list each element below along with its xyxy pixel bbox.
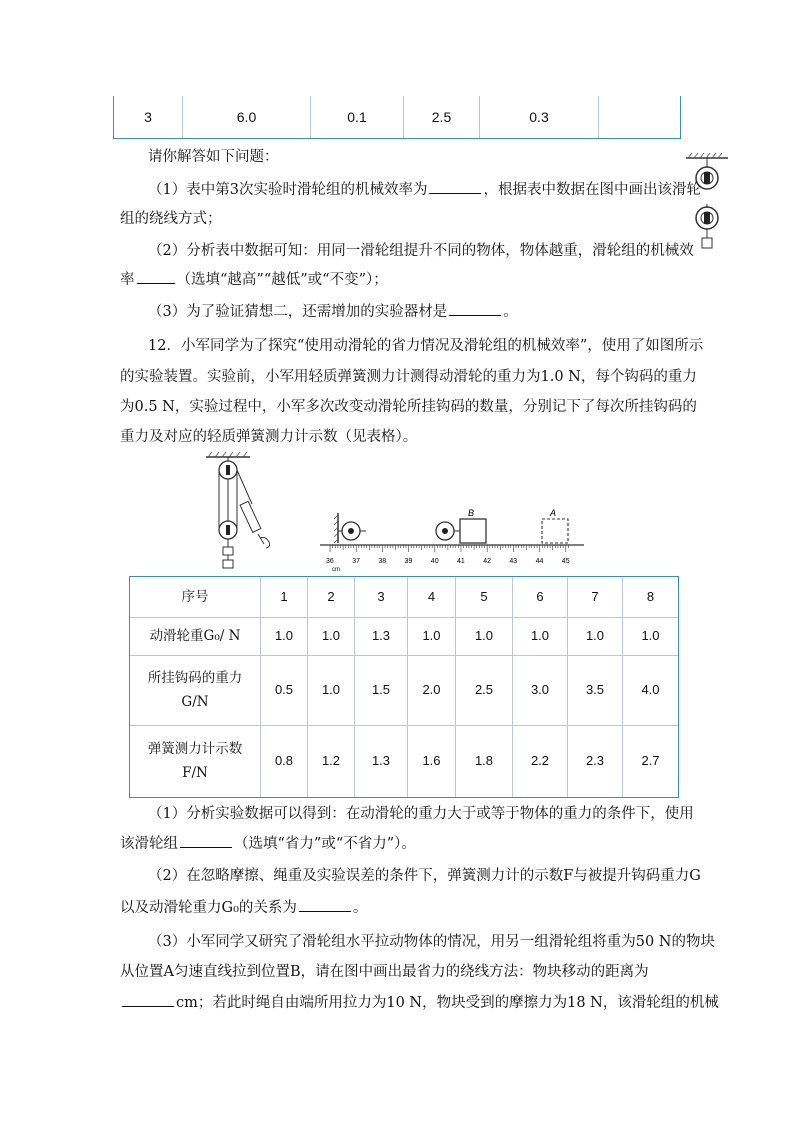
question-1-line [148,179,708,201]
header-cell: 3 [355,577,408,617]
table-cell: 1.0 [308,655,355,725]
text: 。 [352,900,368,916]
answer-blank[interactable] [299,899,351,912]
table-cell: 1.0 [308,617,355,655]
text: 。 [503,304,518,320]
table-header-row [130,577,678,618]
q12-line-2: 的实验装置。实验前，小军用轻质弹簧测力计测得动滑轮的重力为1.0 N，每个钩码的重力 [120,369,697,385]
block-b-label: B [468,508,475,518]
horizontal-pulley-ruler-figure [318,505,588,575]
table-cell: 2.2 [513,725,568,797]
answer-3-cont: 从位置A匀速直线拉到位置B，请在图中画出最省力的绕线方法：物块移动的距离为 [120,964,649,980]
answer-2-cont [120,897,680,919]
table-cell: 0.5 [261,655,308,725]
table-cell: 1.0 [261,617,308,655]
answer-3-cont2 [120,992,719,1014]
text: 率 [120,272,135,288]
table-cell: 1.0 [568,617,623,655]
table-cell: 3 [114,96,183,138]
answer-blank[interactable] [449,303,501,316]
q12-line-3: 为0.5 N，实验过程中，小军多次改变动滑轮所挂钩码的数量，分别记下了每次所挂钩码的 [120,399,697,415]
header-cell: 4 [408,577,456,617]
ruler-label: 43 [509,558,518,565]
header-cell: 5 [456,577,513,617]
header-cell: 1 [261,577,308,617]
table-cell: 6.0 [183,96,311,138]
previous-data-table [113,96,681,139]
ruler-label: 38 [378,558,387,565]
answer-2-line: （2）在忽略摩擦、绳重及实验误差的条件下，弹簧测力计的示数F与被提升钩码重力G [148,868,701,884]
table-cell: 0.1 [311,96,404,138]
text: （选填“省力”或“不省力”）。 [234,836,416,852]
table-cell: 0.3 [480,96,599,138]
table-cell: 2.7 [641,753,660,768]
ruler-label: 40 [430,558,439,565]
experiment-data-table [129,576,679,798]
row-label: 弹簧测力计示数F/N [130,725,261,797]
table-cell: 1.2 [308,725,355,797]
pulley-scale-figure [200,452,280,574]
table-cell: 1.0 [456,617,513,655]
ruler-label: 41 [457,558,465,565]
ruler-label: 42 [483,558,491,565]
table-cell: 2.3 [568,725,623,797]
answer-blank[interactable] [137,271,175,284]
question-1-cont: 组的绕线方式； [120,211,222,227]
header-cell: 6 [513,577,568,617]
text: （选填“越高”“越低”或“不变”）； [176,272,388,288]
question-3-line [148,301,708,323]
table-cell: 1.5 [355,655,408,725]
row-label: 动滑轮重G₀/ N [130,617,261,655]
ruler-label: 36 [326,558,334,565]
table-cell: 1.0 [408,617,456,655]
table-row [130,617,678,656]
answer-1-cont [120,833,680,855]
question-2-cont [120,269,680,291]
q12-line-1: 12．小军同学为了探究“使用动滑轮的省力情况及滑轮组的机械效率”，使用了如图所示 [148,338,704,354]
text: （3）为了验证猜想二，还需增加的实验器材是 [148,304,448,320]
table-cell: 3.5 [568,655,623,725]
answer-blank[interactable] [180,835,232,848]
table-cell: 3.0 [513,655,568,725]
table-cell: 1.8 [456,725,513,797]
table-cell: 1.0 [513,617,568,655]
header-cell: 8 [646,589,655,604]
table-cell: 4.0 [641,682,660,697]
text: cm；若此时绳自由端所用拉力为10 N，物块受到的摩擦力为18 N，该滑轮组的机械 [176,995,719,1011]
answer-3-line: （3）小军同学又研究了滑轮组水平拉动物体的情况，用另一组滑轮组将重为50 N的物块 [148,934,715,950]
text: 该滑轮组 [120,836,178,852]
ruler-label: 45 [561,558,570,565]
table-row [130,725,678,797]
question-2-line: （2）分析表中数据可知：用同一滑轮组提升不同的物体，物体越重，滑轮组的机械效 [148,243,694,259]
text: ，根据表中数据在图中画出该滑轮 [483,182,701,198]
table-cell: 2.0 [408,655,456,725]
table-cell: 1.0 [641,628,660,643]
header-cell: 2 [308,577,355,617]
ruler-label: 44 [535,558,544,565]
answer-1-line: （1）分析实验数据可以得到：在动滑轮的重力大于或等于物体的重力的条件下，使用 [148,806,694,822]
header-cell: 序号 [130,577,261,617]
ruler-unit-label: cm [332,567,340,573]
table-cell: 1.3 [355,617,408,655]
ruler-label: 39 [404,558,413,565]
table-cell: 1.3 [355,725,408,797]
table-cell: 0.8 [261,725,308,797]
header-cell: 7 [568,577,623,617]
table-row [130,655,678,726]
intro-text: 请你解答如下问题： [148,149,279,165]
table-cell [599,96,679,138]
q12-line-4: 重力及对应的轻质弹簧测力计示数（见表格）。 [120,429,418,445]
table-cell: 2.5 [404,96,480,138]
table-cell: 1.6 [408,725,456,797]
row-label: 所挂钩码的重力G/N [130,655,261,725]
text: （1）表中第3次实验时滑轮组的机械效率为 [148,182,428,198]
ruler-label: 37 [352,558,360,565]
answer-blank[interactable] [429,181,481,194]
text: 以及动滑轮重力G₀的关系为 [120,900,297,916]
table-cell: 2.5 [456,655,513,725]
answer-blank[interactable] [122,994,174,1007]
block-a-label: A [550,508,557,518]
